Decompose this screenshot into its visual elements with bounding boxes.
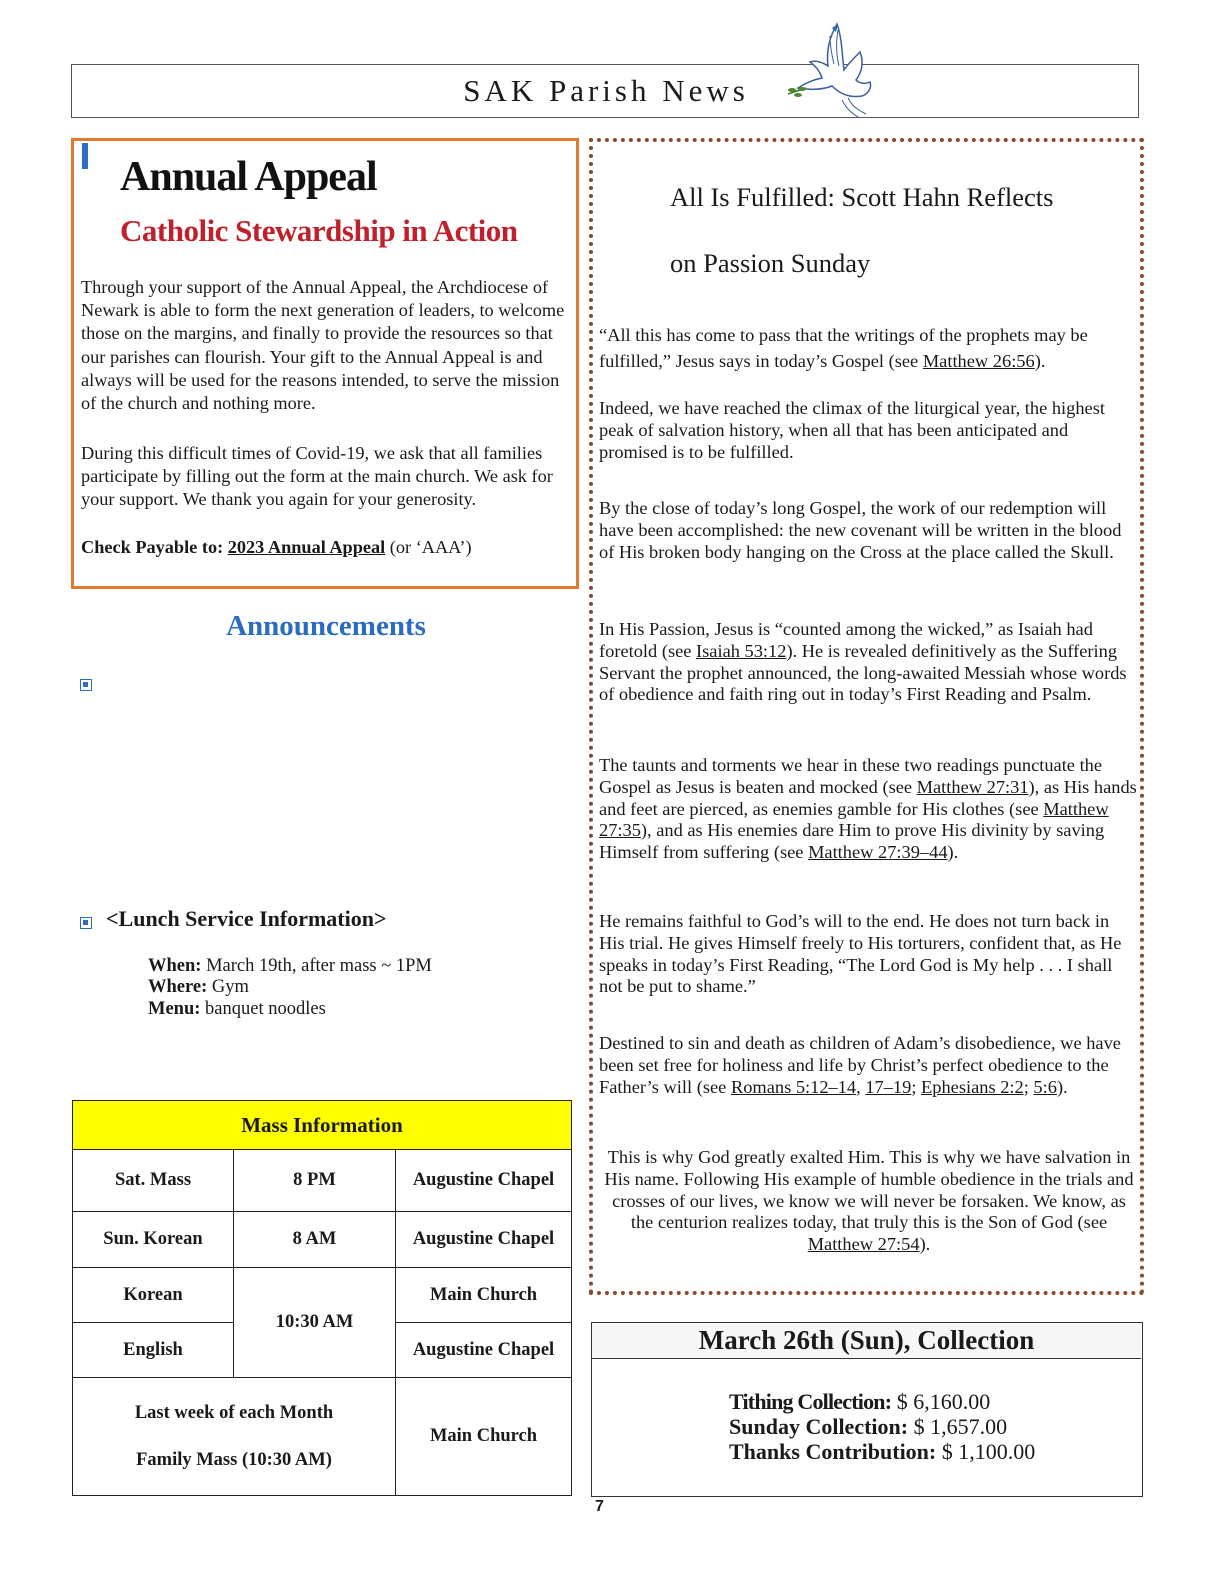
table-cell: Augustine Chapel bbox=[395, 1211, 572, 1268]
scripture-link[interactable]: Matthew 27:31 bbox=[916, 776, 1029, 797]
scripture-link[interactable]: Isaiah 53:12 bbox=[696, 640, 787, 661]
scripture-link[interactable]: Matthew 27:35 bbox=[599, 798, 1109, 841]
mass-table-header: Mass Information bbox=[72, 1100, 572, 1150]
appeal-paragraph-2: During this difficult times of Covid-19, we ask that all families participate by filling out the form at the main church. We ask for your support. We thank you again for your generosity. bbox=[81, 443, 553, 510]
accent-bar bbox=[82, 143, 88, 169]
scripture-link[interactable]: Matthew 27:54 bbox=[807, 1234, 920, 1255]
masthead bbox=[71, 64, 1139, 118]
thanks-contribution-line: Thanks Contribution: $ 1,100.00 bbox=[729, 1439, 1036, 1464]
mass-information-table bbox=[72, 1100, 572, 1496]
article-title-line-1: All Is Fulfilled: Scott Hahn Reflects bbox=[670, 182, 1054, 212]
table-cell: Sun. Korean bbox=[72, 1211, 234, 1268]
lunch-when: When: March 19th, after mass ~ 1PM bbox=[148, 956, 432, 976]
article-title-line-2: on Passion Sunday bbox=[670, 248, 871, 278]
family-mass-cell bbox=[72, 1377, 396, 1496]
scripture-link[interactable]: Matthew 27:39–44 bbox=[808, 842, 948, 863]
article-paragraph-2: Indeed, we have reached the climax of the liturgical year, the highest peak of salvation history, when all that has been anticipated and promised is to be fulfilled. bbox=[599, 398, 1105, 462]
table-cell: Main Church bbox=[395, 1377, 572, 1496]
table-cell: 10:30 AM bbox=[233, 1267, 396, 1378]
square-bullet-icon bbox=[80, 917, 92, 929]
appeal-subtitle: Catholic Stewardship in Action bbox=[120, 213, 518, 248]
scripture-link[interactable]: Ephesians 2:2 bbox=[921, 1076, 1024, 1097]
check-payee: 2023 Annual Appeal bbox=[227, 537, 386, 557]
appeal-title: Annual Appeal bbox=[120, 154, 377, 200]
article-paragraph-5: The taunts and torments we hear in these two readings punctuate the Gospel as Jesus is beaten and mocked (see Matthew 27:31), as His hands and feet are pierced, as enemies gamble for His clothes (see Matthew 27:35), and as His enemies dare Him to prove His divinity by saving Himself from suffering (see Matthew 27:39–44). bbox=[599, 755, 1137, 863]
page-number: 7 bbox=[595, 1498, 604, 1515]
check-payable-line bbox=[81, 537, 472, 558]
article-paragraph-6: He remains faithful to God’s will to the end. He does not turn back in His trial. He gives Himself freely to His torturers, confident that, as He speaks in today’s First Reading, “The Lord God is My help . . . I shall not be put to shame.” bbox=[599, 911, 1122, 997]
sunday-collection-line: Sunday Collection: $ 1,657.00 bbox=[729, 1414, 1008, 1439]
scripture-link[interactable]: 17–19 bbox=[865, 1076, 912, 1097]
table-cell: Main Church bbox=[395, 1267, 572, 1323]
article-paragraph-1: “All this has come to pass that the writings of the prophets may be fulfilled,” Jesus says in today’s Gospel (see Matthew 26:56). bbox=[599, 325, 1088, 371]
table-cell: Augustine Chapel bbox=[395, 1322, 572, 1378]
article-paragraph-4: In His Passion, Jesus is “counted among the wicked,” as Isaiah had foretold (see Isaiah 53:12). He is revealed definitively as the Suffering Servant the prophet announced, the long-awaited Messiah whose words of obedience and faith ring out in today’s First Reading and Psalm. bbox=[599, 619, 1127, 705]
article-paragraph-7: Destined to sin and death as children of Adam’s disobedience, we have been set free for holiness and life by Christ’s perfect obedience to the Father’s will (see Romans 5:12–14, 17–19; Ephesians 2:2; 5:6). bbox=[599, 1033, 1121, 1097]
scripture-link[interactable]: 5:6 bbox=[1033, 1076, 1057, 1097]
square-bullet-icon bbox=[80, 679, 92, 691]
dove-icon bbox=[782, 22, 877, 120]
annual-appeal-box bbox=[71, 138, 579, 589]
family-mass-line-2: Family Mass (10:30 AM) bbox=[136, 1449, 332, 1470]
newsletter-title: SAK Parish News bbox=[463, 73, 749, 108]
announcements-heading: Announcements bbox=[226, 610, 426, 642]
collection-heading: March 26th (Sun), Collection bbox=[592, 1323, 1141, 1359]
table-cell: Korean bbox=[72, 1267, 234, 1323]
tithing-collection-line: Tithing Collection: $ 6,160.00 bbox=[729, 1389, 991, 1414]
scripture-link[interactable]: Romans 5:12–14 bbox=[730, 1076, 857, 1097]
check-label: Check Payable to: bbox=[81, 537, 228, 557]
family-mass-line-1: Last week of each Month bbox=[134, 1402, 334, 1423]
table-cell: 8 PM bbox=[233, 1149, 396, 1212]
lunch-menu: Menu: banquet noodles bbox=[148, 999, 326, 1019]
table-cell: Augustine Chapel bbox=[395, 1149, 572, 1212]
appeal-paragraph-1: Through your support of the Annual Appeal, the Archdiocese of Newark is able to form the next generation of leaders, to welcome those on the margins, and finally to provide the resources so that our parishes can flourish. Your gift to the Annual Appeal is and always will be used for the reasons intended, to serve the mission of the church and nothing more. bbox=[81, 277, 565, 414]
table-cell: 8 AM bbox=[233, 1211, 396, 1268]
scripture-link[interactable]: Matthew 26:56 bbox=[922, 351, 1035, 371]
check-suffix: (or ‘AAA’) bbox=[385, 537, 472, 557]
article-paragraph-3: By the close of today’s long Gospel, the work of our redemption will have been accomplished: the new covenant will be written in the blood of His broken body hanging on the Cross at the place called the Skull. bbox=[599, 498, 1122, 562]
lunch-where: Where: Gym bbox=[148, 977, 249, 997]
article-paragraph-8: This is why God greatly exalted Him. This is why we have salvation in His name. Following His example of humble obedience in the trials and crosses of our lives, we know we will never be forsaken. We know, as the centurion realizes today, that truly this is the Son of God (see Matthew 27:54). bbox=[604, 1147, 1134, 1255]
article-box bbox=[589, 138, 1144, 1295]
table-cell: English bbox=[72, 1322, 234, 1378]
table-cell: Sat. Mass bbox=[72, 1149, 234, 1212]
collection-box bbox=[591, 1322, 1143, 1497]
lunch-service-heading: <Lunch Service Information> bbox=[106, 906, 387, 931]
